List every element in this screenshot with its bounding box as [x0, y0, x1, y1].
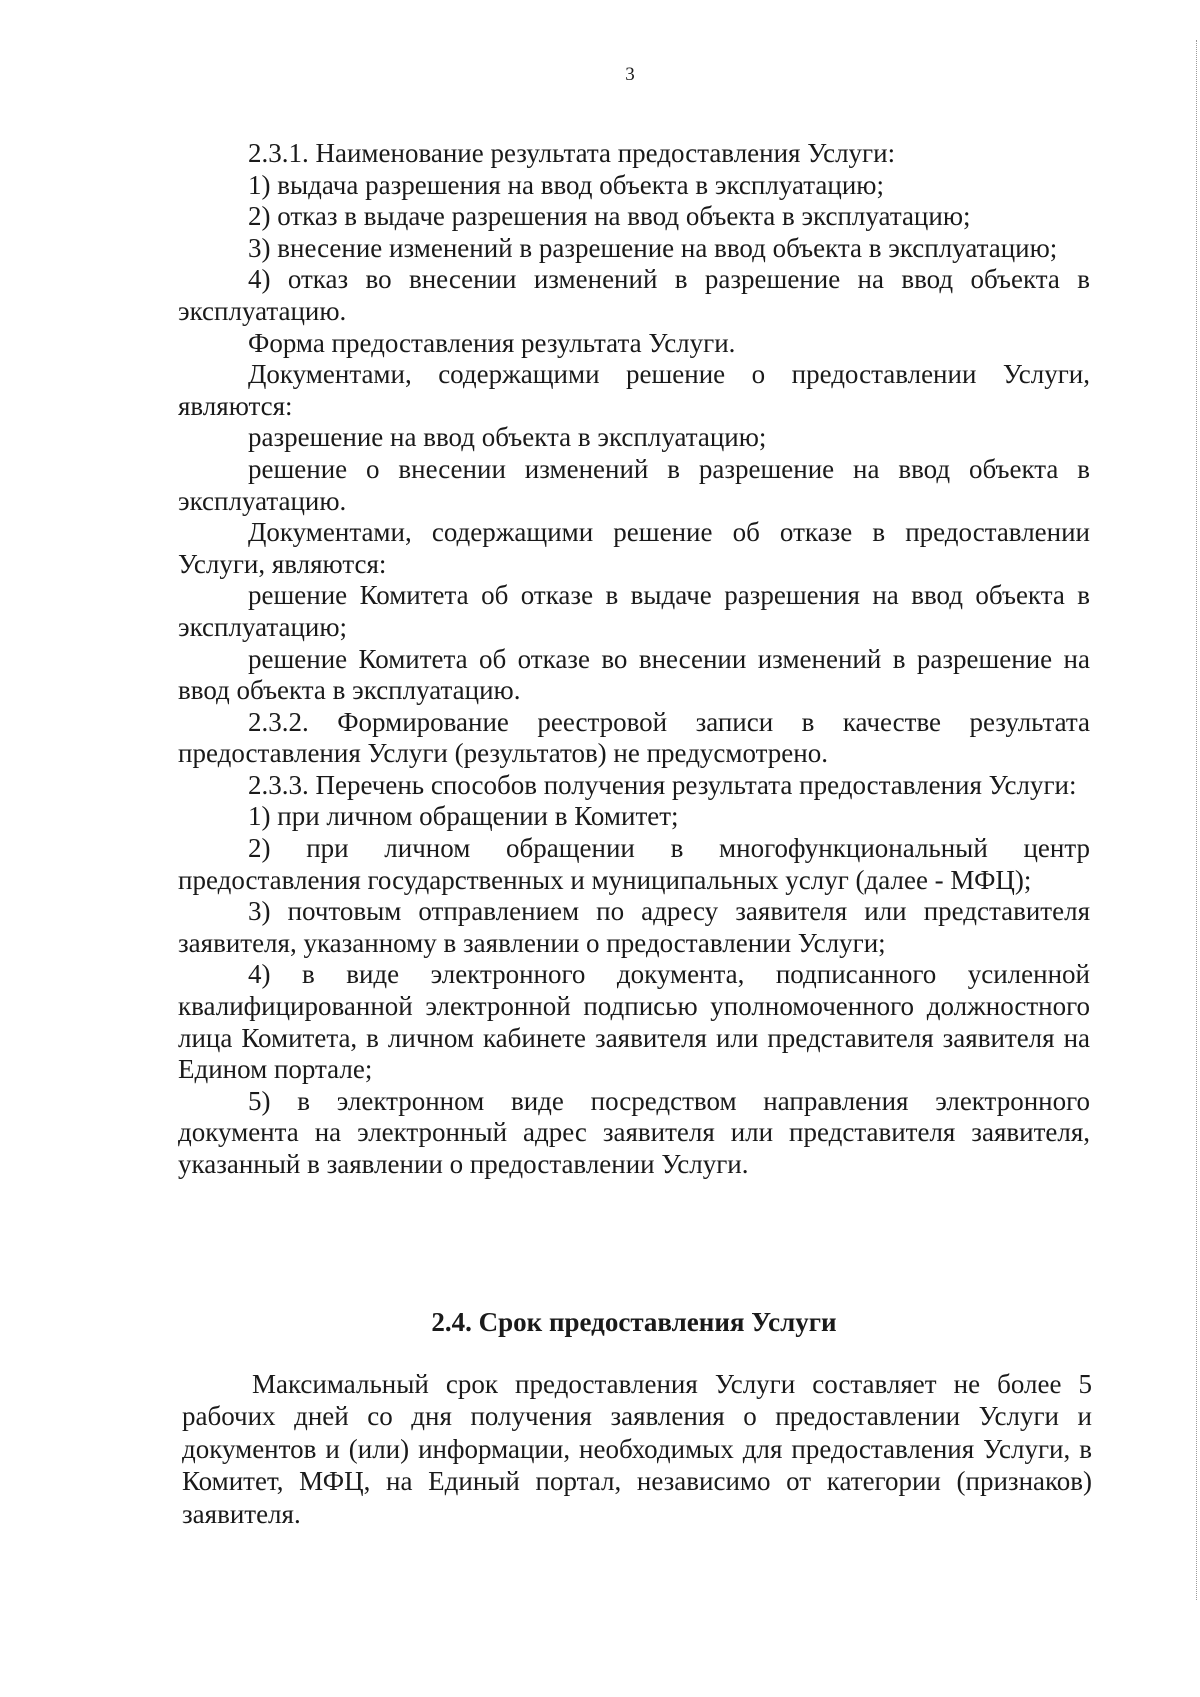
result-item-1: 1) выдача разрешения на ввод объекта в эксплуатацию;: [248, 169, 884, 200]
result-item-4: 4) отказ во внесении изменений в разрешение на ввод объекта в эксплуатацию.: [178, 264, 1090, 326]
section-2-4-text: [182, 1368, 1092, 1530]
result-item-2: 2) отказ в выдаче разрешения на ввод объекта в эксплуатацию;: [248, 201, 971, 232]
section-heading-2-4: 2.4. Срок предоставления Услуги: [431, 1307, 837, 1337]
result-form-paragraph: Форма предоставления результата Услуги.: [248, 327, 736, 358]
positive-document-item-1: разрешение на ввод объекта в эксплуатацию;: [248, 422, 767, 453]
page-number: 3: [625, 64, 635, 85]
scan-edge-line: [1196, 40, 1198, 1600]
receipt-method-1: 1) при личном обращении в Комитет;: [248, 801, 679, 832]
body-text: [178, 138, 1090, 1181]
refusal-document-item-1: решение Комитета об отказе в выдаче разрешения на ввод объекта в эксплуатацию;: [178, 580, 1090, 642]
refusal-document-item-2: решение Комитета об отказе во внесении изменений в разрешение на ввод объекта в эксплуатацию.: [178, 643, 1090, 706]
paragraph-2-3-1-title: 2.3.1. Наименование результата предоставления Услуги:: [248, 138, 896, 168]
positive-decision-documents-paragraph: Документами, содержащими решение о предоставлении Услуги, являются:: [178, 359, 1090, 421]
positive-document-item-2: решение о внесении изменений в разрешение на ввод объекта в эксплуатацию.: [178, 453, 1090, 516]
refusal-documents-paragraph: Документами, содержащими решение об отказе в предоставлении Услуги, являются:: [178, 517, 1090, 579]
receipt-method-4: 4) в виде электронного документа, подписанного усиленной квалифицированной электронной подписью уполномоченного должностного лица Комитета, в личном кабинете заявителя или представителя заявителя на Едином портале;: [178, 959, 1090, 1085]
paragraph-2-3-2: 2.3.2. Формирование реестровой записи в качестве результата предоставления Услуги (результатов) не предусмотрено.: [178, 706, 1090, 769]
receipt-method-2: 2) при личном обращении в многофункциональный центр предоставления государственных и муниципальных услуг (далее - МФЦ);: [178, 833, 1090, 895]
result-item-3: 3) внесение изменений в разрешение на ввод объекта в эксплуатацию;: [248, 232, 1058, 263]
service-term-paragraph: Максимальный срок предоставления Услуги составляет не более 5 рабочих дней со дня получения заявления о предоставлении Услуги и документов и (или) информации, необходимых для предоставления Услуги, в Комитет, МФЦ, на Единый портал, независимо от категории (признаков) заявителя.: [182, 1369, 1092, 1529]
receipt-method-3: 3) почтовым отправлением по адресу заявителя или представителя заявителя, указанному в заявлении о предоставлении Услуги;: [178, 896, 1090, 958]
receipt-method-5: 5) в электронном виде посредством направления электронного документа на электронный адрес заявителя или представителя заявителя, указанный в заявлении о предоставлении Услуги.: [178, 1085, 1090, 1179]
paragraph-2-3-3-title: 2.3.3. Перечень способов получения результата предоставления Услуги:: [248, 769, 1077, 800]
